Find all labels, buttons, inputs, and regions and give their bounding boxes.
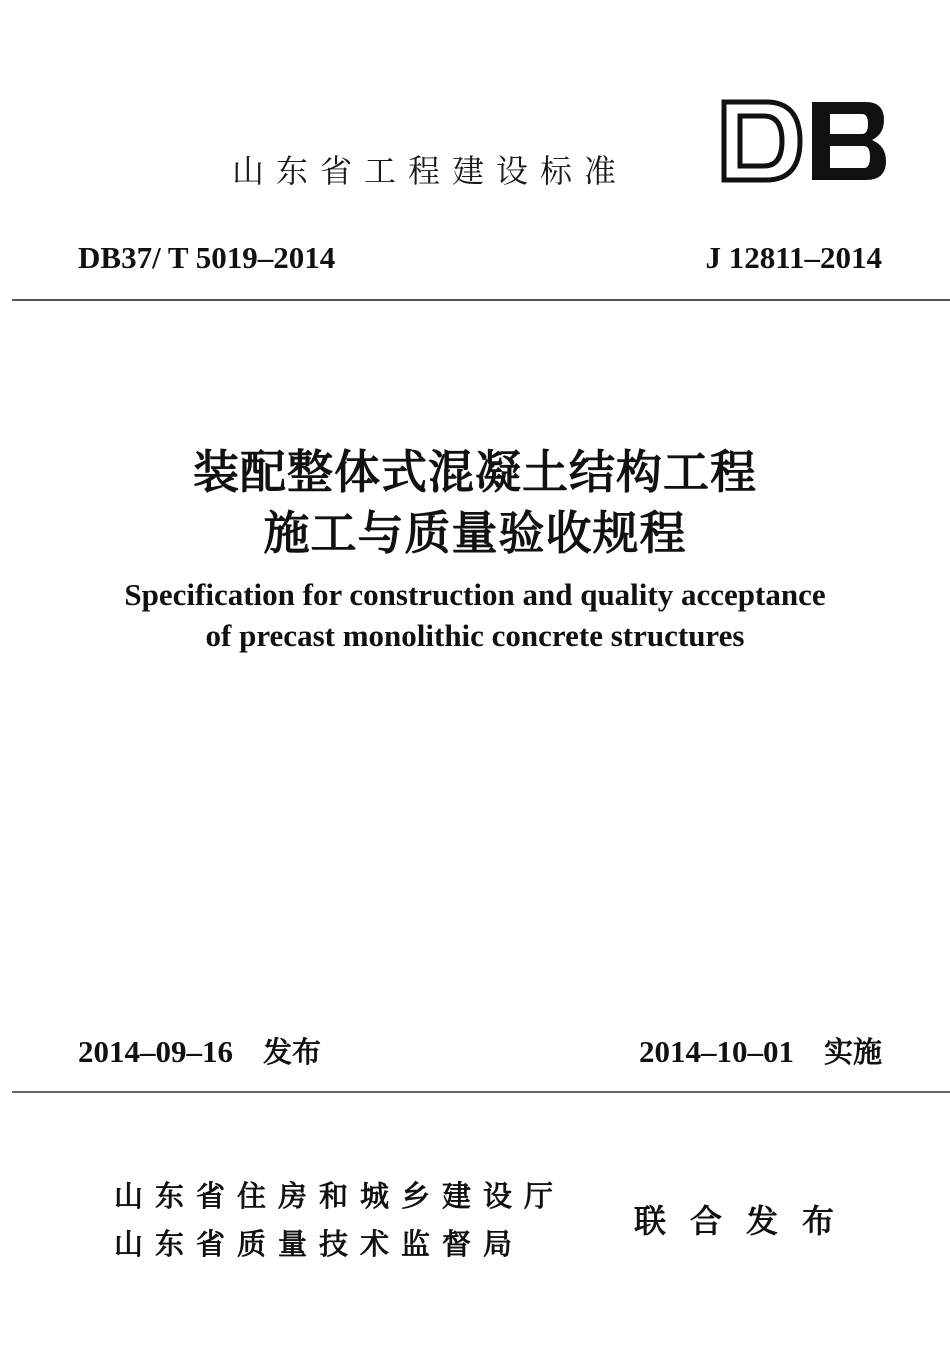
issuer-line2: 山东省质量技术监督局 (114, 1227, 525, 1261)
issued-date: 2014–09–16 (78, 1034, 233, 1069)
top-divider (12, 299, 950, 301)
effective-label: 实施 (823, 1035, 882, 1069)
standard-number: DB37/ T 5019–2014 (78, 240, 336, 275)
title-en-line1: Specification for construction and quality acceptance (124, 577, 826, 612)
effective-date-block (639, 1030, 882, 1071)
issued-label: 发布 (263, 1035, 322, 1069)
joint-publish-label: 联合发布 (634, 1202, 859, 1240)
title-cn-line1: 装配整体式混凝土结构工程 (193, 445, 757, 499)
db-logo-letter-d (724, 102, 800, 180)
filing-number: J 12811–2014 (705, 240, 882, 275)
db-logo (720, 98, 888, 184)
title-cn-line2: 施工与质量验收规程 (263, 506, 687, 560)
bottom-divider (12, 1091, 950, 1093)
standard-category: 山东省工程建设标准 (232, 152, 629, 190)
effective-date: 2014–10–01 (638, 1034, 794, 1069)
issued-date-block (78, 1030, 321, 1071)
title-en-line2: of precast monolithic concrete structures (205, 618, 745, 653)
db-logo-letter-b (812, 102, 886, 180)
issuer-line1: 山东省住房和城乡建设厅 (114, 1179, 566, 1213)
